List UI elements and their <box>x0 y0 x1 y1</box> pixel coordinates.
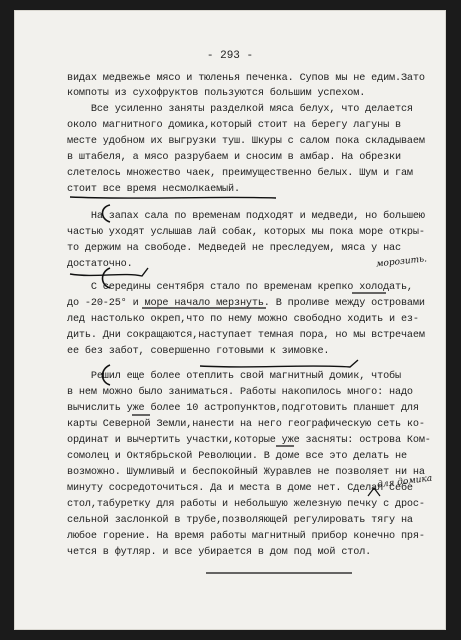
text-line: лед настолько окреп,что по нему можно свободно ходить и ез- <box>67 314 419 325</box>
text-line: С середины сентября стало по временам крепко холодать, <box>67 282 413 293</box>
text-line: до -20-25° и море начало мерзнуть. В проливе между островами <box>67 298 425 309</box>
text-line: стоит все время несмолкаемый. <box>67 184 240 195</box>
handwritten-insertion: для домика <box>376 473 433 491</box>
text-line: возможно. Шумливый и беспокойный Журавлев не позволяет ни на <box>67 467 425 478</box>
text-line: любое горение. На время работы магнитный прибор конечно пря- <box>67 531 425 542</box>
text-line: ее без забот, совершенно готовыми к зимовке. <box>67 346 330 357</box>
text-line: дить. Дни сокращаются,наступает темная пора, но мы встречаем <box>67 330 425 341</box>
text-line: чется в футляр. и все убирается в дом под мой стол. <box>67 547 372 558</box>
text-line: сомолец и Октябрьской Революции. В доме все это делать не <box>67 451 407 462</box>
paragraph-bracket-mark <box>103 205 111 222</box>
text-line: слетелось множество чаек, преимущественно белых. Шум и гам <box>67 168 413 179</box>
text-line: около магнитного домика,который стоит на берегу лагуны в <box>67 120 401 131</box>
insertion-caret-mark <box>368 488 380 496</box>
text-line: минуту сосредоточиться. Да и места в доме нет. Сделал себе <box>67 483 413 494</box>
text-line: месте удобном их выгрузки туш. Шкуры с салом пока складываем <box>67 136 425 147</box>
text-line: стол,табуретку для работы и небольшую железную печку с дрос- <box>67 499 425 510</box>
text-line: частью уходят услышав лай собак, которых мы пока море откры- <box>67 227 425 238</box>
handwritten-margin-correction: морозить. <box>375 254 428 270</box>
text-line: ординат и вычертить участки,которые уже засняты: острова Ком- <box>67 435 431 446</box>
underline-mark <box>70 197 276 198</box>
paragraph-bracket-mark <box>103 365 111 385</box>
text-line: вычислить уже более 10 астропунктов,подготовить планшет для <box>67 403 419 414</box>
text-line: Решил еще более отеплить свой магнитный домик, чтобы <box>67 371 401 382</box>
page-number: - 293 - <box>206 50 254 62</box>
handwritten-marks <box>14 10 446 630</box>
text-line: компоты из сухофруктов пользуются большим успехом. <box>67 88 366 99</box>
text-line: Все усиленно заняты разделкой мяса белух, что делается <box>67 104 413 115</box>
text-line: в штабеля, а мясо разрубаем и сносим в амбар. На обрезки <box>67 152 401 163</box>
document-page <box>14 10 446 630</box>
text-line: то держим на свободе. Медведей не преследуем, мяса у нас <box>67 243 401 254</box>
text-line: в нем можно было заниматься. Работы накопилось много: надо <box>67 387 413 398</box>
text-line: сельной заслонкой в трубе,позволяющей регулировать тягу на <box>67 515 413 526</box>
paragraph-bracket-mark <box>103 268 111 288</box>
underline-mark <box>200 360 358 367</box>
text-line: На запах сала по временам подходят и медведи, но большею <box>67 211 425 222</box>
text-line: достаточно. <box>67 259 133 270</box>
text-line: видах медвежье мясо и тюленья печенка. Супов мы не едим.Зато <box>67 73 425 84</box>
text-line: карты Северной Земли,нанести на него географическую сеть ко- <box>67 419 425 430</box>
